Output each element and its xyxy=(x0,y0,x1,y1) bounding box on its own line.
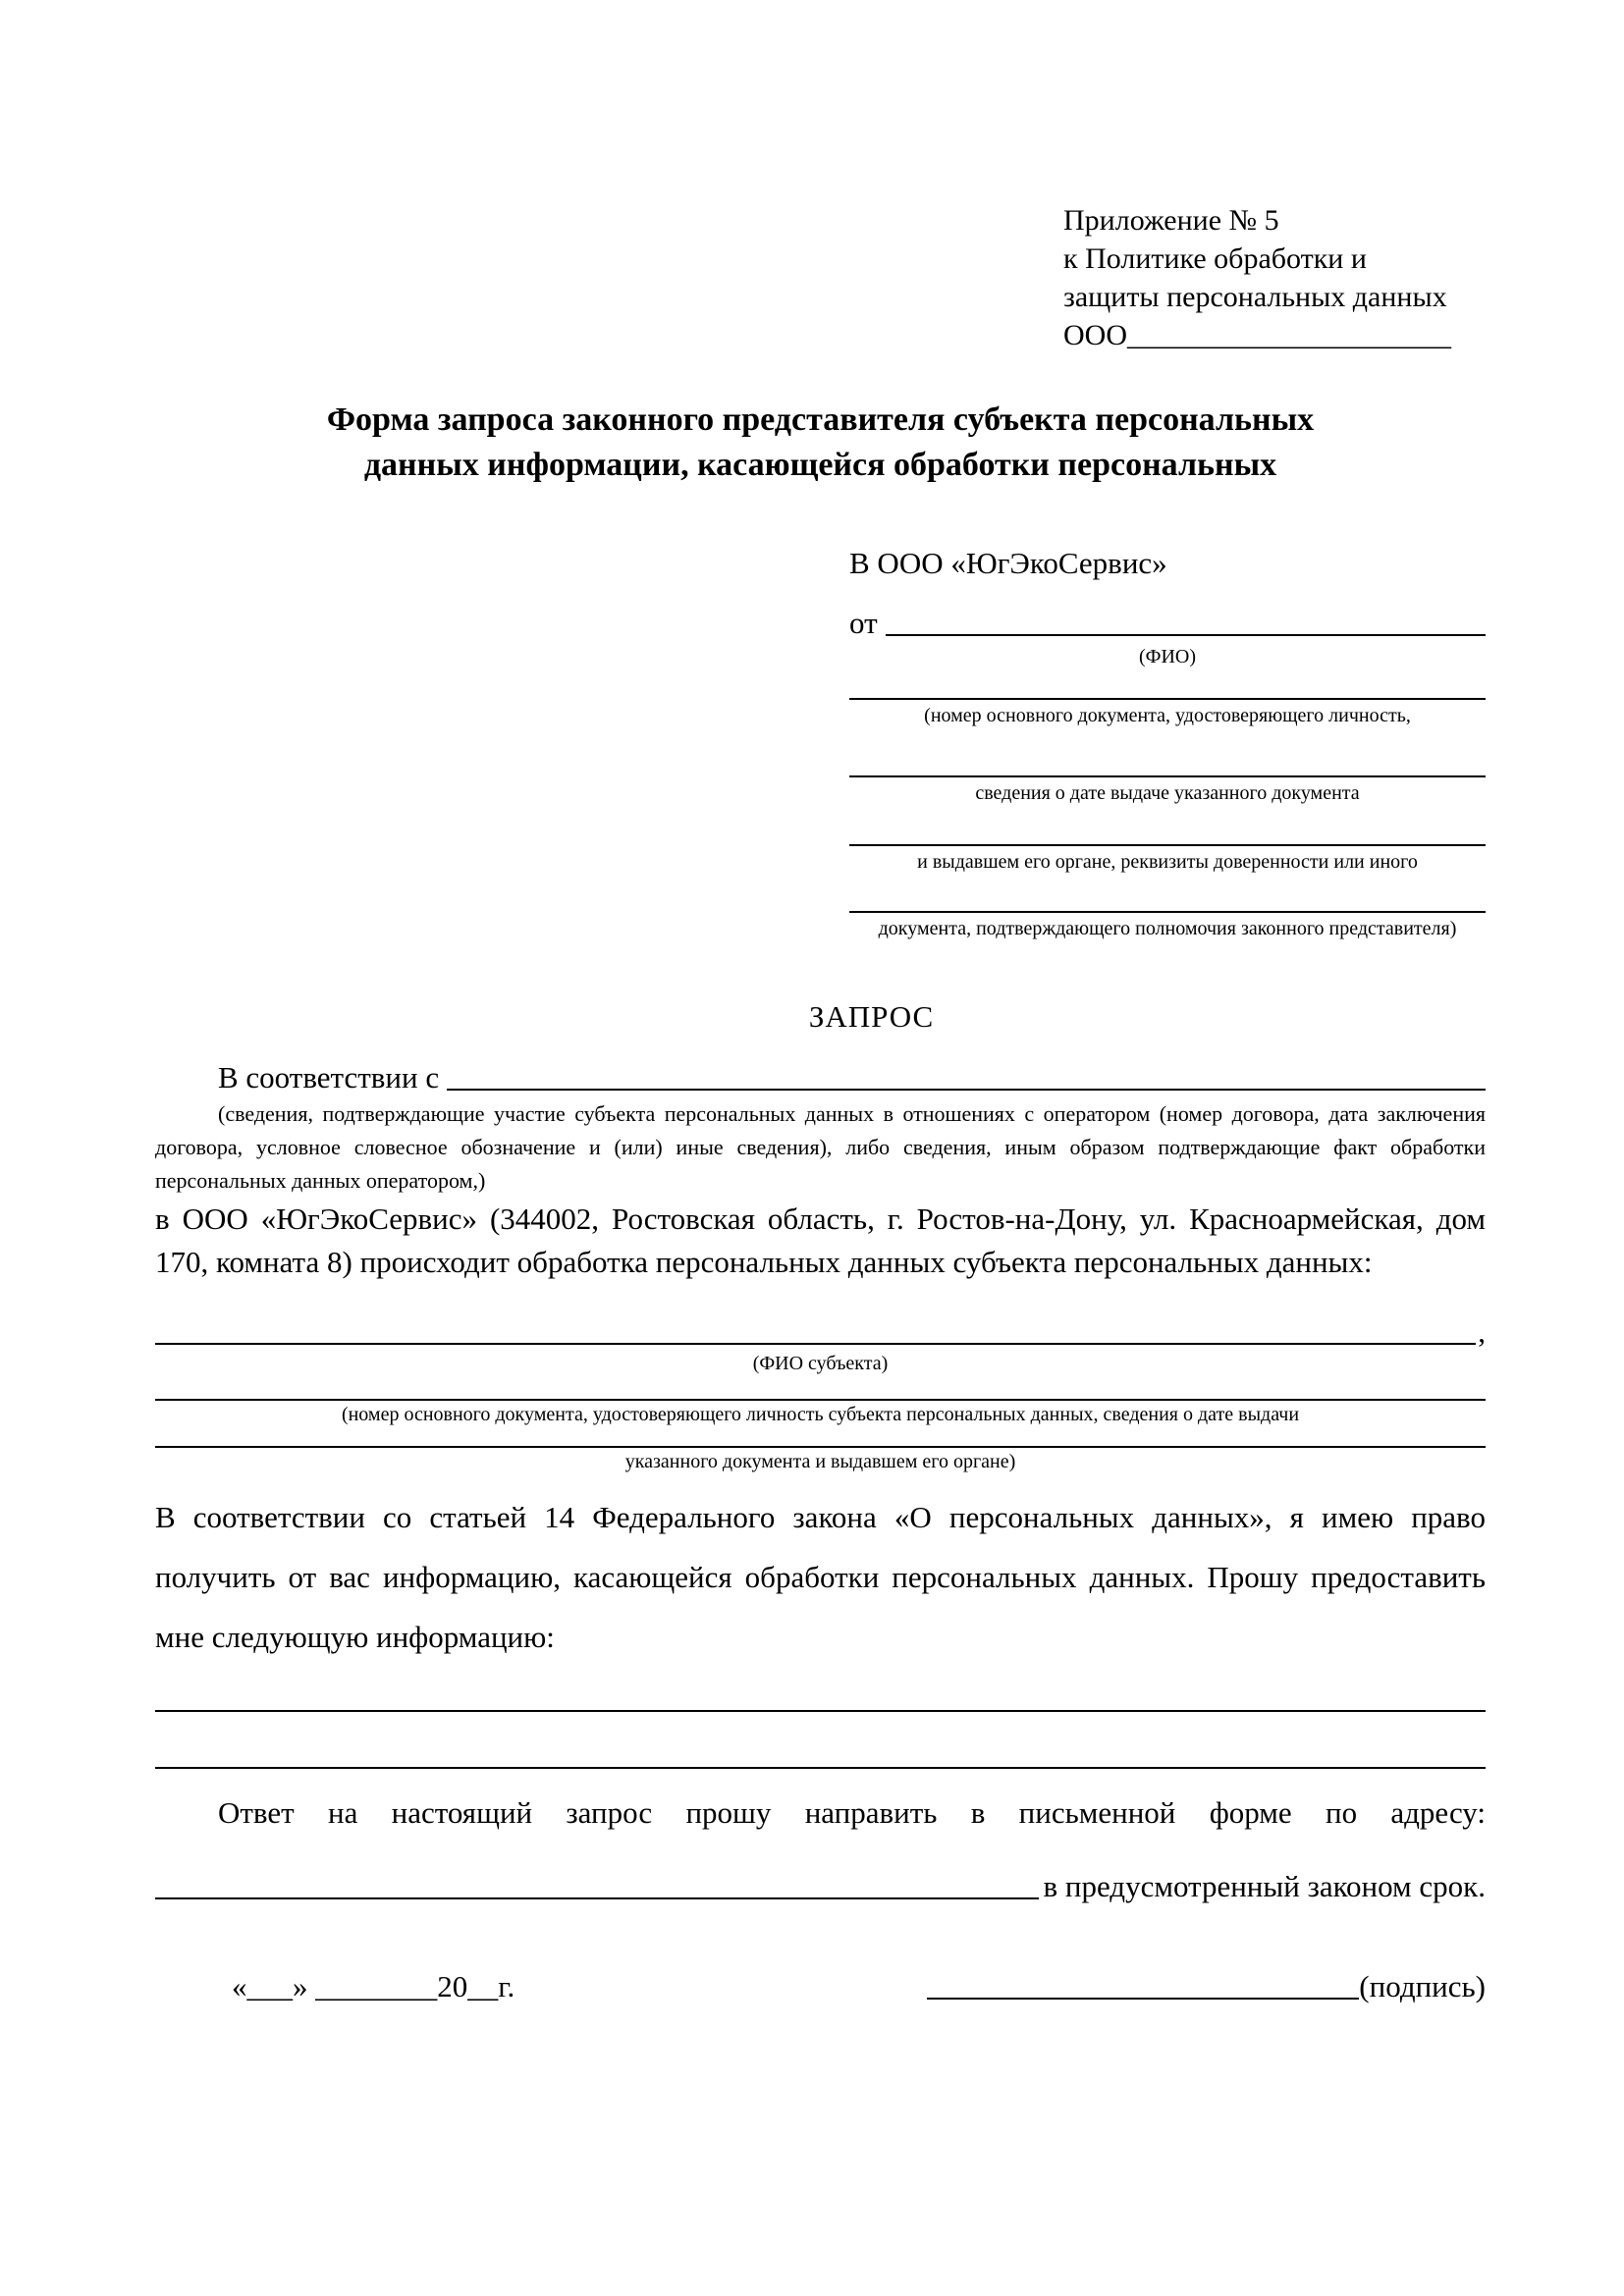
date-field: «___» ________20__г. xyxy=(232,1969,515,2003)
accordance-caption: (сведения, подтверждающие участие субъекта персональных данных в отношениях с оператором (номер договора, дата заключения договора, условное словесное обозначение и (или) иные сведения), либо сведения, иным образом подтверждающие факт обработки персональных данных оператором,) xyxy=(155,1101,1486,1193)
document-title-line: данных информации, касающейся обработки персональных xyxy=(363,447,1277,483)
accordance-blank-line xyxy=(447,1089,1486,1091)
representative-doc-caption: и выдавшем его органе, реквизиты доверенности или иного xyxy=(917,851,1418,873)
answer-address-blank-line xyxy=(155,1897,1039,1899)
accordance-field xyxy=(155,1054,1486,1095)
answer-paragraph: Ответ на настоящий запрос прошу направить в письменной форме по адресу: xyxy=(218,1795,1486,1830)
answer-address-field xyxy=(155,1865,1486,1904)
info-blank-line xyxy=(155,1710,1486,1712)
fio-caption: (ФИО) xyxy=(1138,646,1196,667)
appendix-line: Приложение № 5 xyxy=(1063,204,1279,237)
subject-fio-blank-line xyxy=(155,1343,1476,1345)
representative-doc-caption: (номер основного документа, удостоверяющего личность, xyxy=(924,705,1411,726)
appendix-block xyxy=(1063,201,1486,354)
representative-doc-blank-line xyxy=(849,698,1486,700)
subject-fio-caption: (ФИО субъекта) xyxy=(752,1353,889,1374)
representative-doc-blank-line xyxy=(849,775,1486,777)
representative-doc-caption: документа, подтверждающего полномочия законного представителя) xyxy=(878,918,1457,939)
info-blank-line xyxy=(155,1767,1486,1769)
representative-doc-blank-line xyxy=(849,844,1486,846)
subject-doc-caption: указанного документа и выдавшем его органе) xyxy=(624,1451,1016,1472)
subject-fio-comma: , xyxy=(1478,1314,1486,1349)
from-field xyxy=(849,602,1486,641)
subject-doc-blank-line xyxy=(155,1399,1486,1401)
appendix-line: ООО______________________ xyxy=(1063,319,1451,351)
from-blank-line xyxy=(886,634,1486,636)
from-label: от xyxy=(849,606,878,640)
request-heading: ЗАПРОС xyxy=(808,999,935,1034)
appendix-line: защиты персональных данных xyxy=(1063,281,1447,313)
accordance-label: В соответствии с xyxy=(218,1060,440,1095)
law-paragraph: В соответствии со статьей 14 Федерального закона «О персональных данных», я имею право получить от вас информацию, касающейся обработки персональных данных. Прошу предоставить мне следующую информацию: xyxy=(155,1500,1486,1654)
appendix-line: к Политике обработки и xyxy=(1063,242,1367,275)
subject-doc-caption: (номер основного документа, удостоверяющего личность субъекта персональных данных, сведения о дате выдачи xyxy=(341,1404,1300,1425)
representative-doc-caption: сведения о дате выдаче указанного документа xyxy=(975,782,1360,804)
answer-tail-text: в предусмотренный законом срок. xyxy=(1043,1869,1486,1903)
subject-doc-blank-line xyxy=(155,1446,1486,1448)
addressee-organization: В ООО «ЮгЭкоСервис» xyxy=(849,546,1167,580)
signature-caption: (подпись) xyxy=(1359,1969,1486,2003)
addressee-block xyxy=(849,545,1486,940)
signature-blank-line xyxy=(927,1998,1359,2000)
document-title xyxy=(155,398,1486,488)
operator-paragraph: в ООО «ЮгЭкоСервис» (344002, Ростовская область, г. Ростов-на-Дону, ул. Красноармейская, дом 170, комната 8) происходит обработка персональных данных субъекта персональных данных: xyxy=(155,1201,1486,1279)
subject-fio-field xyxy=(155,1314,1486,1350)
signature-field xyxy=(927,1969,1486,2004)
representative-doc-blank-line xyxy=(849,911,1486,913)
signature-row xyxy=(155,1965,1486,2004)
document-title-line: Форма запроса законного представителя субъекта персональных xyxy=(326,401,1315,438)
